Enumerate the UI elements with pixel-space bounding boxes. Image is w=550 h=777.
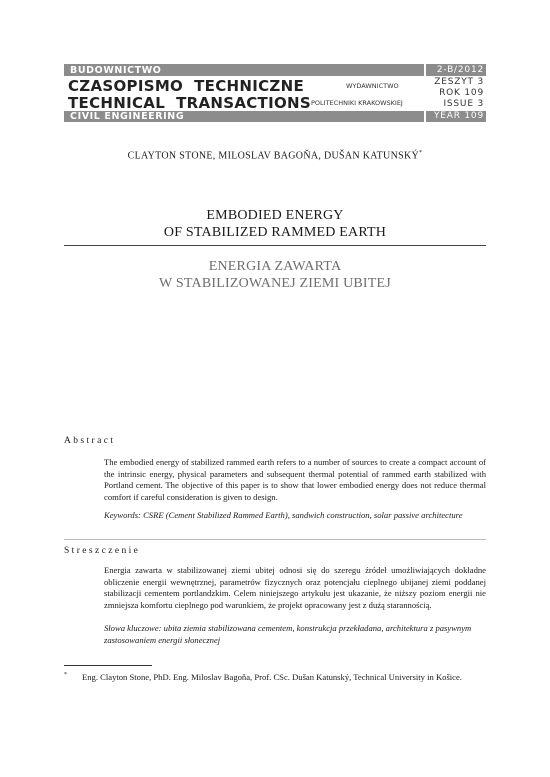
footnote-mark: * bbox=[64, 672, 67, 678]
abstract-heading: Abstract bbox=[64, 436, 116, 446]
publisher-line2: POLITECHNIKI KRAKOWSKIEJ bbox=[311, 99, 403, 107]
footnote-text: Eng. Clayton Stone, PhD. Eng. Miloslav Bagoňa, Prof. CSc. Dušan Katunský, Technical University in Košice. bbox=[82, 672, 462, 682]
title-pl-line1: ENERGIA ZAWARTA bbox=[208, 259, 342, 274]
article-title-en bbox=[0, 207, 550, 241]
streszczenie-heading: Streszczenie bbox=[64, 546, 141, 556]
abstract-text: The embodied energy of stabilized rammed earth refers to a number of sources to create a compact account of the intrinsic energy, physical parameters and subsequent thermal potential of rammed earth stabilized with Portland cement. The objective of this paper is to show that lower embodied energy does not reduce thermal comfort if careful consideration is given to design. bbox=[104, 457, 486, 502]
journal-masthead bbox=[64, 64, 486, 122]
year-label: YEAR 109 bbox=[433, 111, 484, 121]
streszczenie-keywords: Słowa kluczowe: ubita ziemia stabilizowana cementem, konstrukcja przekładana, architektura z pasywnym zastosowaniem energii słonecznej bbox=[104, 623, 472, 645]
publisher-line1: WYDAWNICTWO bbox=[346, 82, 399, 90]
section-divider bbox=[64, 539, 486, 540]
masthead-brand-top: BUDOWNICTWO bbox=[70, 65, 162, 76]
rok-label: ROK 109 bbox=[439, 88, 484, 98]
abstract-keywords: Keywords: CSRE (Cement Stabilized Rammed Earth), sandwich construction, solar passive architecture bbox=[104, 510, 463, 520]
masthead-brand-bottom: CIVIL ENGINEERING bbox=[70, 111, 185, 122]
author-names: CLAYTON STONE, MILOSLAV BAGOŇA, DUŠAN KATUNSKÝ bbox=[127, 150, 420, 162]
journal-title-en: TECHNICAL TRANSACTIONS bbox=[68, 94, 311, 112]
title-en-line2: OF STABILIZED RAMMED EARTH bbox=[163, 225, 387, 240]
issue-label: ISSUE 3 bbox=[443, 99, 484, 109]
author-footnote-mark: * bbox=[419, 150, 423, 156]
article-title-pl bbox=[0, 258, 550, 292]
journal-title-pl: CZASOPISMO TECHNICZNE bbox=[68, 77, 305, 95]
title-divider bbox=[64, 245, 486, 246]
streszczenie-text: Energia zawarta w stabilizowanej ziemi ubitej odnosi się do szeregu źródeł umożliwiających dokładne obliczenie energii wewnętrznej, parametrów fizycznych oraz potencjału cieplnego ubijanej ziemi poddanej stabilizacji cementem portlandzkim. Celem niniejszego artykułu jest ukazanie, że niższy poziom energii nie zmniejsza komfortu cieplnego pod warunkiem, że projekt opracowany jest z dużą starannością. bbox=[104, 565, 486, 610]
footnote-rule bbox=[64, 665, 152, 666]
zeszyt-label: ZESZYT 3 bbox=[434, 77, 484, 87]
title-pl-line2: W STABILIZOWANEJ ZIEMI UBITEJ bbox=[159, 276, 391, 291]
author-list bbox=[0, 150, 550, 161]
issue-code: 2-B/2012 bbox=[436, 65, 484, 75]
title-en-line1: EMBODIED ENERGY bbox=[206, 208, 344, 223]
